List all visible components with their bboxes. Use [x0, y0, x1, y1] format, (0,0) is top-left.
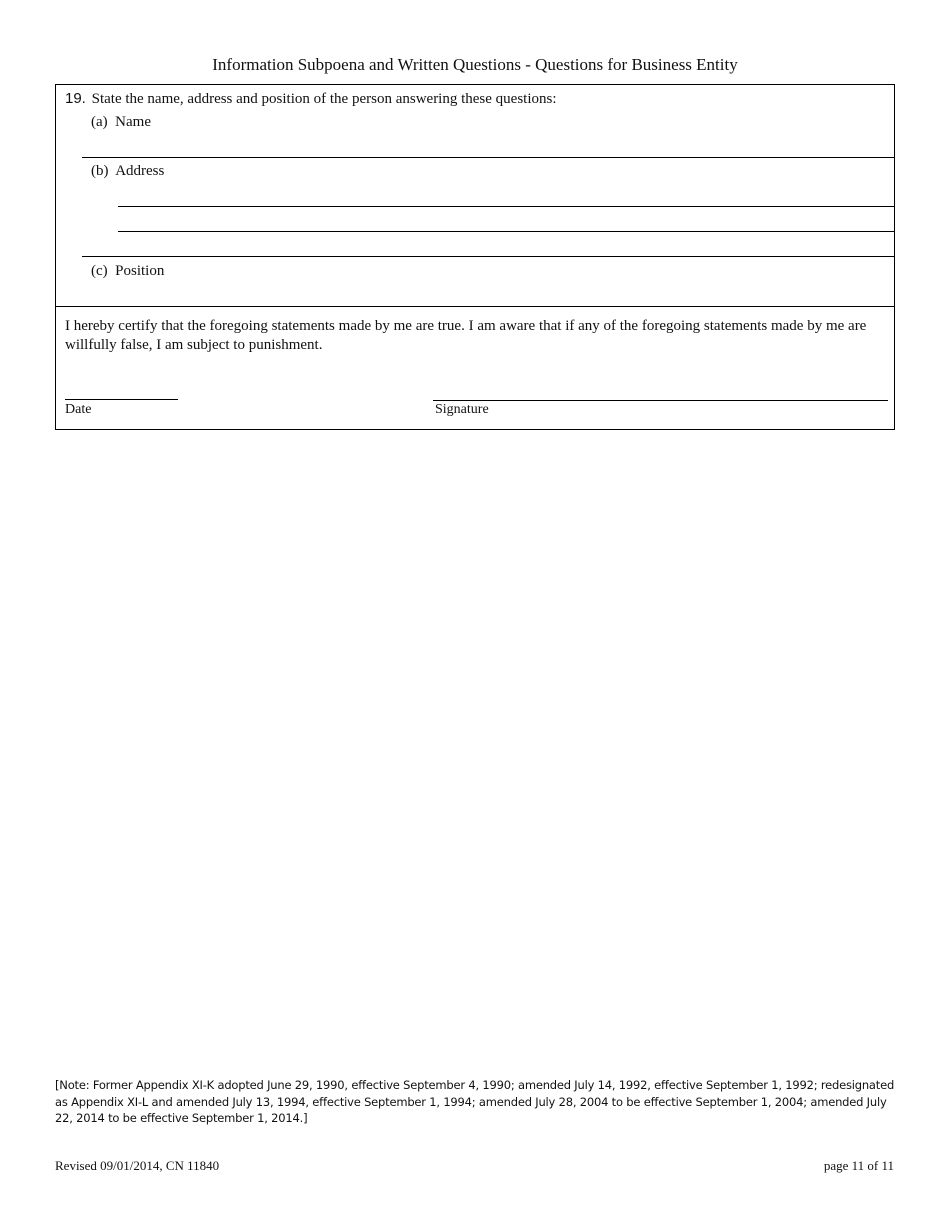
- section-divider: [56, 306, 894, 307]
- item-b-label: Address: [115, 163, 165, 179]
- item-c-letter: (c): [91, 263, 108, 279]
- page-number: page 11 of 11: [823, 1158, 894, 1173]
- question-text: State the name, address and position of the person answering these questions:: [91, 91, 557, 107]
- date-label: Date: [65, 402, 92, 417]
- revised-footer: Revised 09/01/2014, CN 11840: [55, 1158, 220, 1173]
- item-a-label: Name: [115, 114, 151, 130]
- address-answer-line-3[interactable]: [82, 256, 894, 257]
- item-a-letter: (a): [91, 114, 108, 130]
- item-b-letter: (b): [91, 163, 109, 179]
- question-form-box: [55, 84, 895, 430]
- item-a-name: [91, 114, 151, 131]
- item-b-address: [91, 163, 164, 180]
- question-number: 19.: [65, 90, 86, 107]
- item-c-label: Position: [115, 263, 165, 279]
- address-answer-line-1[interactable]: [118, 206, 894, 207]
- signature-line[interactable]: [433, 400, 888, 401]
- address-answer-line-2[interactable]: [118, 231, 894, 232]
- signature-label: Signature: [435, 402, 489, 417]
- revision-note: [Note: Former Appendix XI-K adopted June 29, 1990, effective September 4, 1990; amended July 14, 1992, effective September 1, 1992; redesignated as Appendix XI-L and amended July 13, 1994, effective September 1, 1994; amended July 28, 2004 to be effective September 1, 2004; amended July 22, 2014 to be effective September 1, 2014.]: [55, 1078, 895, 1125]
- question-19: [65, 90, 557, 108]
- page-title: Information Subpoena and Written Questions - Questions for Business Entity: [212, 55, 738, 74]
- name-answer-line[interactable]: [82, 157, 894, 158]
- item-c-position: [91, 263, 164, 280]
- date-line[interactable]: [65, 399, 178, 400]
- certification-text: I hereby certify that the foregoing statements made by me are true. I am aware that if any of the foregoing statements made by me are willfully false, I am subject to punishment.: [65, 318, 867, 353]
